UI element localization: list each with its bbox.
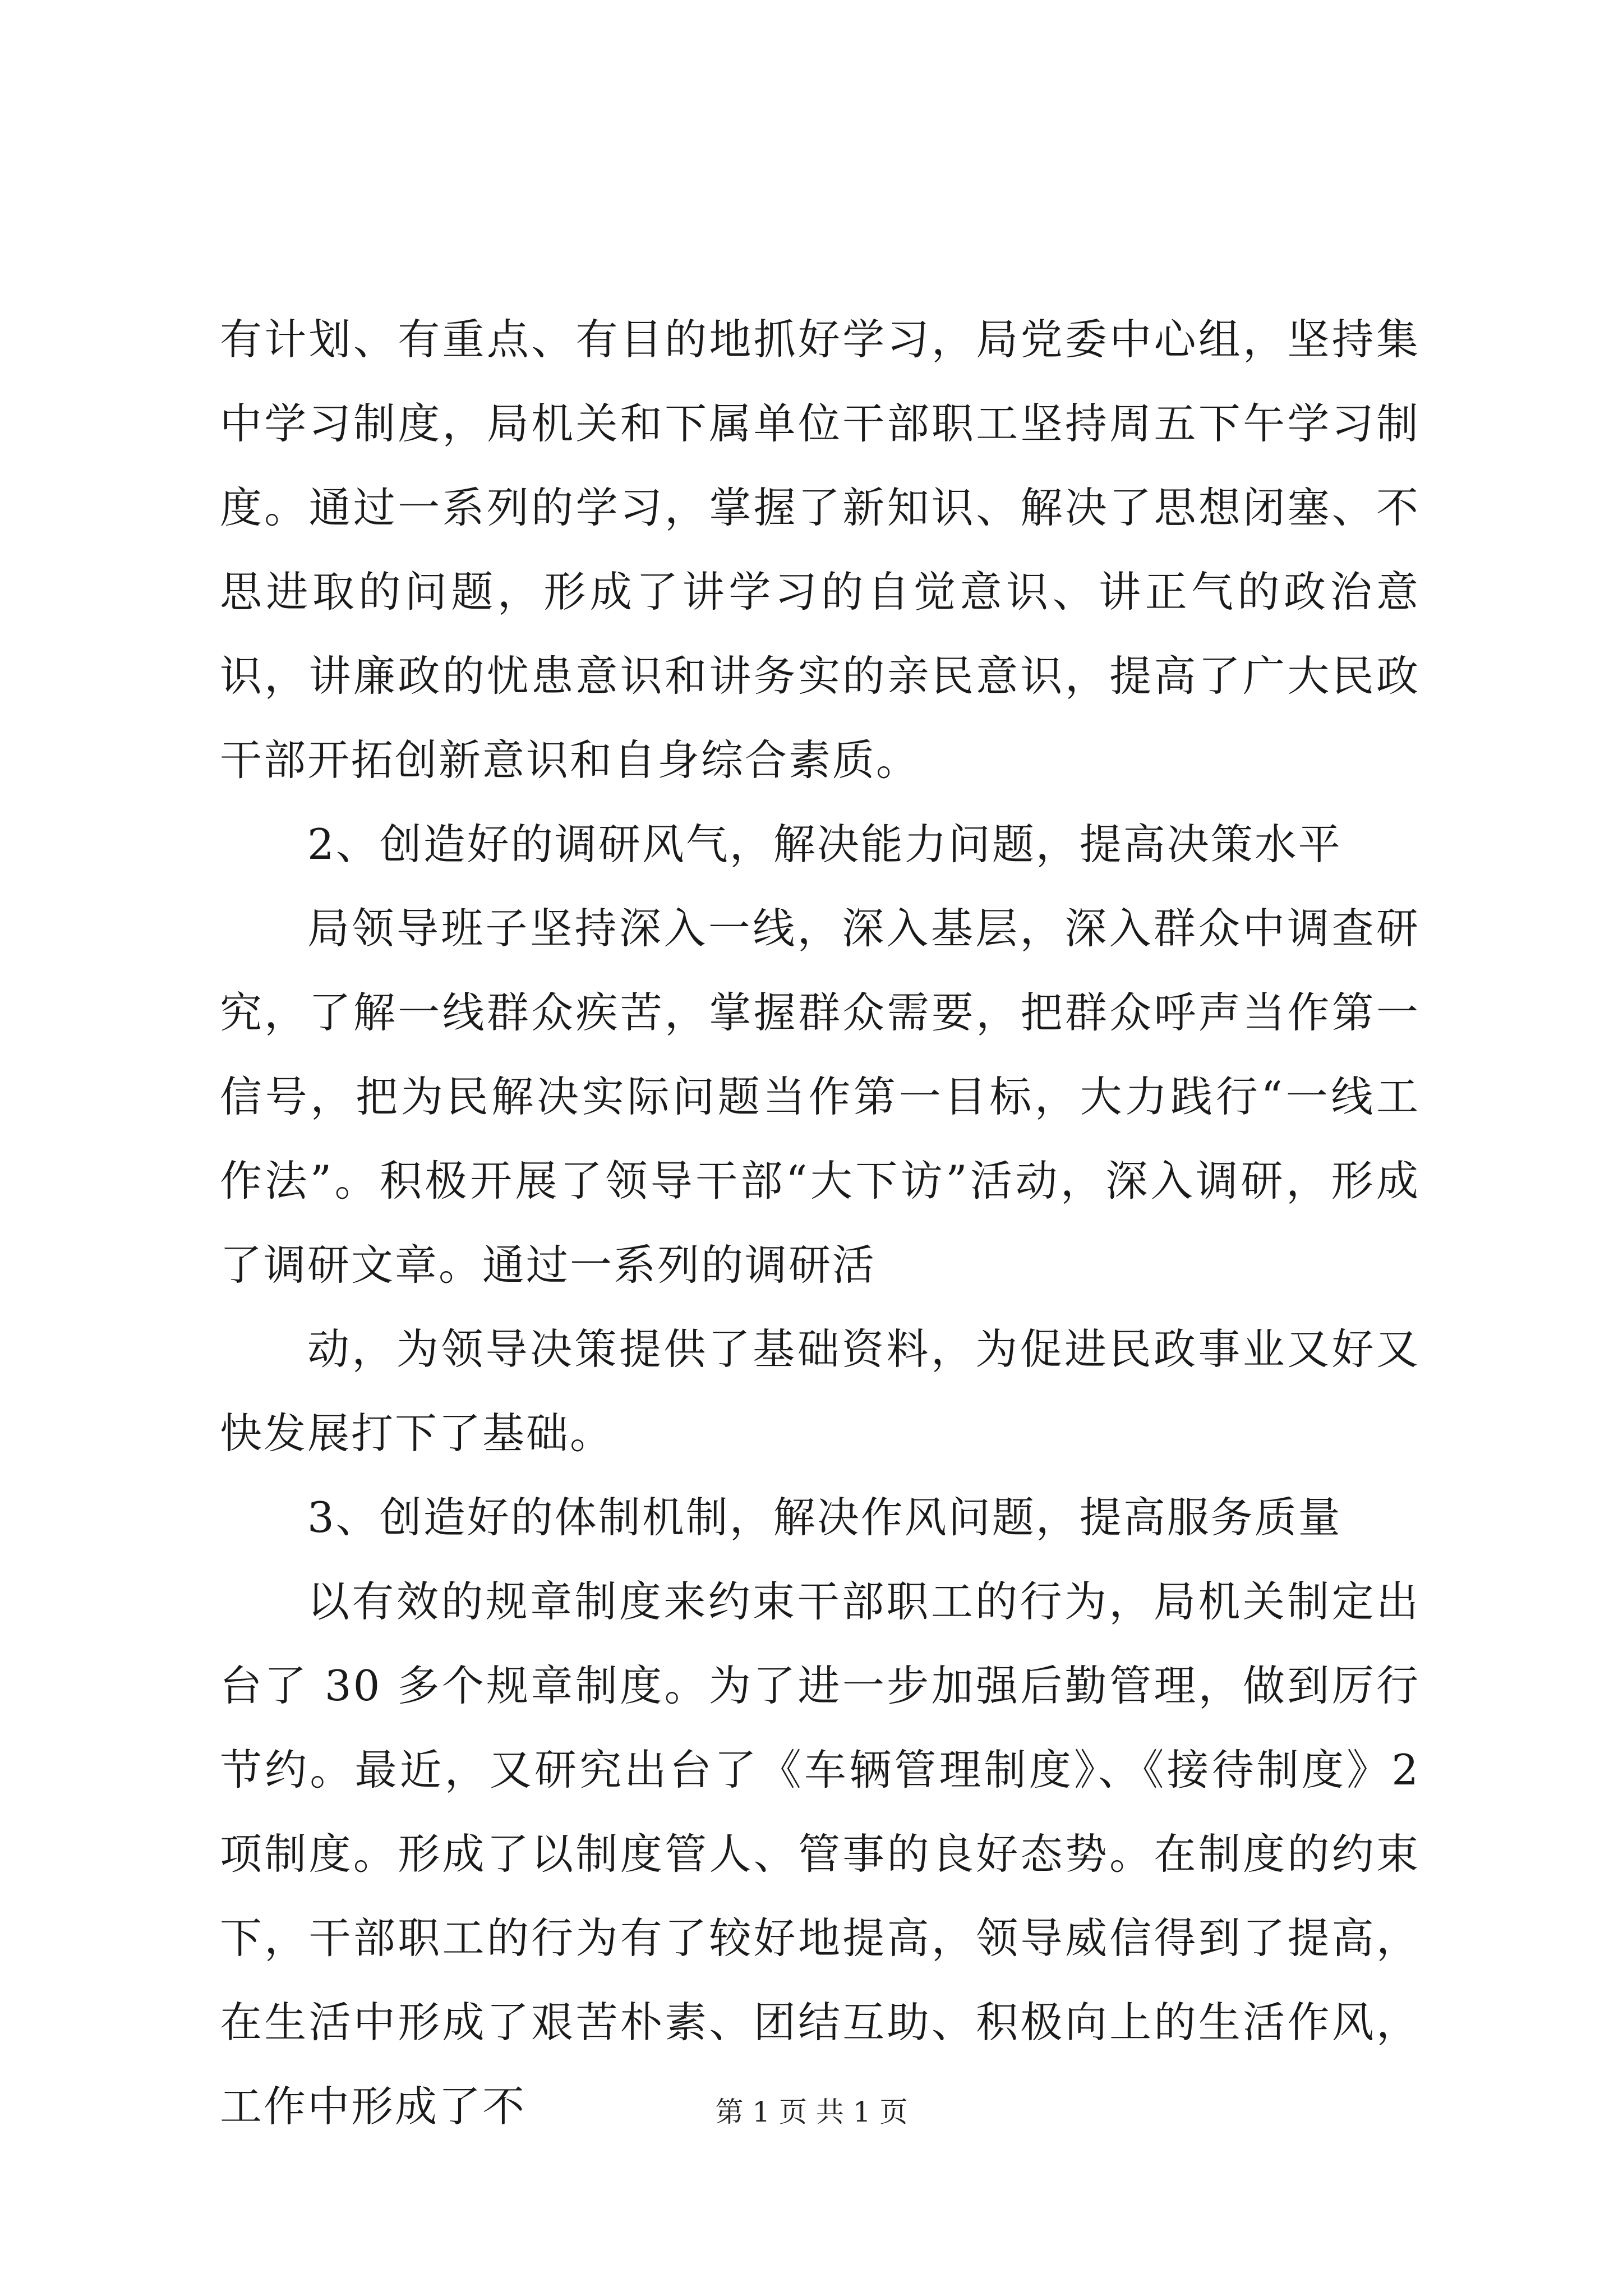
paragraph-research-result: 动，为领导决策提供了基础资料，为促进民政事业又好又快发展打下了基础。 (220, 1324, 1420, 1458)
paragraph-system: 以有效的规章制度来约束干部职工的行为，局机关制定出台了 30 多个规章制度。为了进一步加强后勤管理，做到厉行节约。最近，又研究出台了《车辆管理制度》、《接待制度》2 项制度。形成了以制度管人、管事的良好态势。在制度的约束下，干部职工的行为有了较好地提高，领导威信得到了提高，在生活中形成了艰苦朴素、团结互助、积极向上的生活作风，工作中形成了不 (220, 1577, 1420, 2131)
page-footer (0, 2092, 1623, 2132)
paragraph-research: 局领导班子坚持深入一线，深入基层，深入群众中调查研究，了解一线群众疾苦，掌握群众需要，把群众呼声当作第一信号，把为民解决实际问题当作第一目标，大力践行“一线工作法”。积极开展了领导干部“大下访”活动，深入调研，形成了调研文章。通过一系列的调研活 (220, 904, 1420, 1290)
document-body (220, 297, 1420, 2148)
paragraph-study-continuation: 有计划、有重点、有目的地抓好学习，局党委中心组，坚持集中学习制度，局机关和下属单位干部职工坚持周五下午学习制度。通过一系列的学习，掌握了新知识、解决了思想闭塞、不思进取的问题，形成了讲学习的自觉意识、讲正气的政治意识，讲廉政的忧患意识和讲务实的亲民意识，提高了广大民政干部开拓创新意识和自身综合素质。 (220, 315, 1420, 785)
section-heading-system: 3、创造好的体制机制，解决作风问题，提高服务质量 (307, 1493, 1342, 1542)
page-number-label: 第 1 页 共 1 页 (715, 2096, 908, 2128)
section-heading-research: 2、创造好的调研风气，解决能力问题，提高决策水平 (307, 820, 1342, 869)
